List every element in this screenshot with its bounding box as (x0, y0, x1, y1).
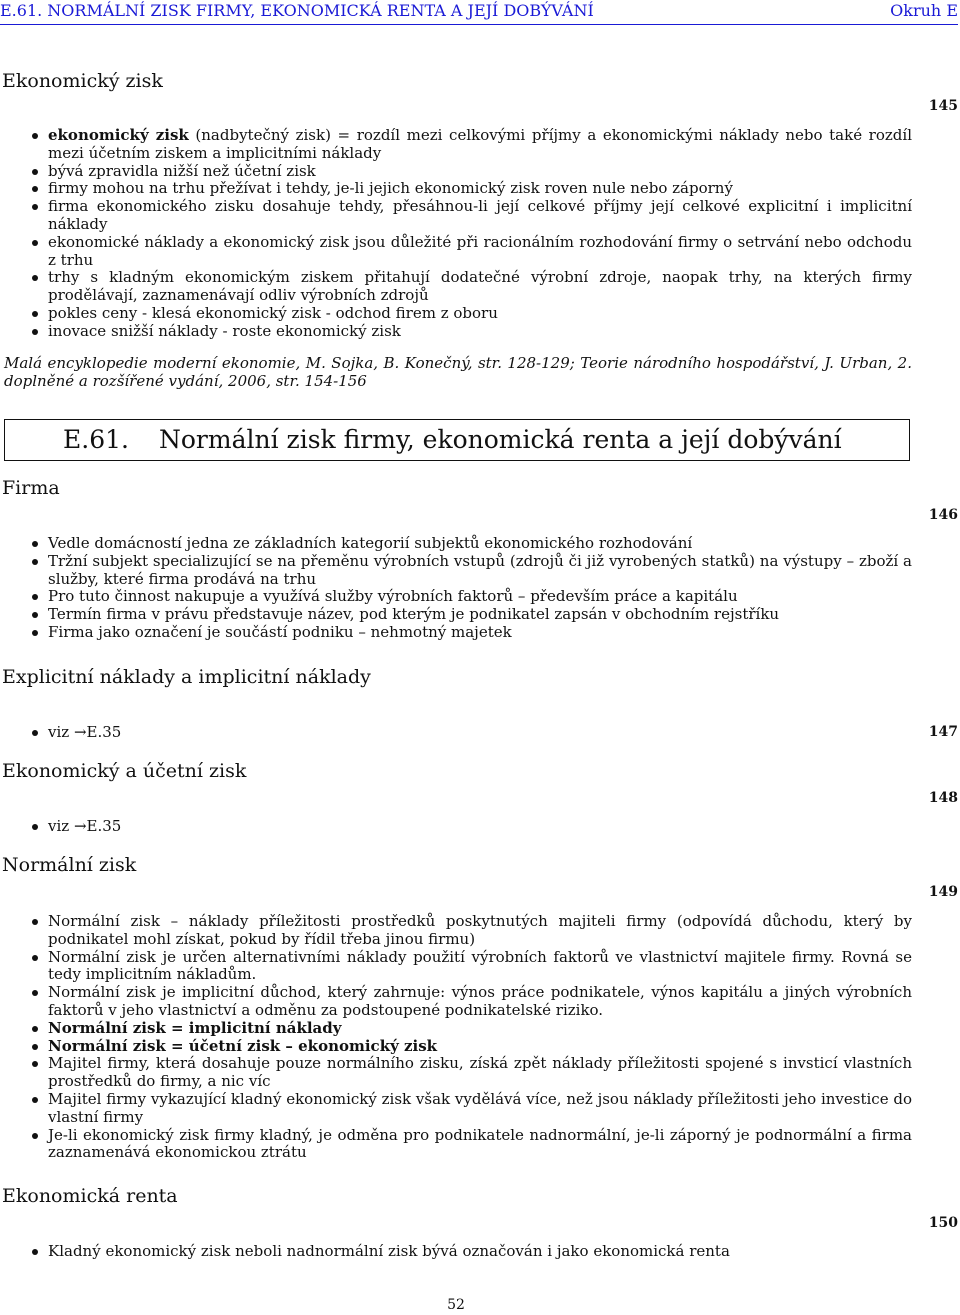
list-item (30, 198, 912, 234)
item-text: Majitel firmy vykazující kladný ekonomický zisk však vydělává více, než jsou náklady příležitosti jeho investice do vlastní firmy (48, 1089, 912, 1126)
section-title-explicitni-naklady: Explicitní náklady a implicitní náklady (2, 666, 371, 688)
item-text: bývá zpravidla nižší než účetní zisk (48, 161, 316, 180)
item-text: Normální zisk je implicitní důchod, který zahrnuje: výnos práce podnikatele, výnos kapitálu a jiných výrobních faktorů v jeho vlastnictví a odměnu za podstoupené podnikatelské riziko. (48, 983, 912, 1019)
list-item (30, 1091, 912, 1127)
chapter-heading-box (4, 419, 910, 461)
list-item (30, 234, 912, 270)
margin-number-150: 150 (928, 1215, 958, 1231)
list-item (30, 1038, 912, 1056)
list-item (30, 127, 912, 163)
list-item (30, 180, 912, 198)
bullet-list-ucetni (30, 818, 912, 836)
list-item (30, 535, 912, 553)
running-head-rule (0, 24, 958, 25)
list-item (30, 323, 912, 341)
item-text: (nadbytečný zisk) = rozdíl mezi celkovými příjmy a ekonomickými náklady nebo také rozdíl mezi účetním ziskem a implicitními náklady (48, 126, 912, 162)
margin-number-148: 148 (928, 790, 958, 806)
running-head-title: E.61. NORMÁLNÍ ZISK FIRMY, EKONOMICKÁ RENTA A JEJÍ DOBÝVÁNÍ (0, 1, 594, 20)
list-item (30, 724, 912, 742)
running-head (0, 2, 958, 24)
list-item (30, 624, 912, 642)
list-item (30, 553, 912, 589)
item-text: Kladný ekonomický zisk neboli nadnormální zisk bývá označován i jako ekonomická renta (48, 1242, 730, 1260)
bold-term: ekonomický zisk (48, 126, 189, 144)
bullet-list-ekonomicky-zisk (30, 127, 912, 341)
bibliographic-reference: Malá encyklopedie moderní ekonomie, M. Sojka, B. Konečný, str. 128-129; Teorie národního hospodářství, J. Urban, 2. doplněné a rozšířené vydání, 2006, str. 154-156 (4, 354, 912, 390)
list-item (30, 1020, 912, 1038)
item-text: firmy mohou na trhu přežívat i tehdy, je-li jejich ekonomický zisk roven nule nebo záporný (48, 179, 733, 198)
margin-number-149: 149 (928, 884, 958, 900)
bullet-list-explicitni (30, 724, 912, 742)
list-item (30, 1055, 912, 1091)
list-item (30, 588, 912, 606)
list-item (30, 984, 912, 1020)
item-text: Tržní subjekt specializující se na přeměnu výrobních vstupů (zdrojů či již vyrobených statků) na výstupy – zboží a služby, které firma prodává na trhu (48, 551, 912, 588)
item-text: Normální zisk je určen alternativními náklady použití výrobních faktorů ve vlastnictví majitele firmy. Rovná se tedy implicitním nákladům. (48, 947, 912, 984)
margin-number-146: 146 (928, 507, 958, 523)
list-item (30, 305, 912, 323)
page-number: 52 (447, 1297, 465, 1313)
item-text: inovace snižší náklady - roste ekonomický zisk (48, 321, 401, 340)
running-head-section: Okruh E (890, 1, 958, 20)
section-title-ucetni-zisk: Ekonomický a účetní zisk (2, 760, 247, 782)
list-item (30, 949, 912, 985)
list-item (30, 1127, 912, 1163)
item-text: Je-li ekonomický zisk firmy kladný, je odměna pro podnikatele nadnormální, je-li záporný je podnormální a firma zaznamenává ekonomickou ztrátu (48, 1125, 912, 1162)
item-text: Pro tuto činnost nakupuje a využívá služby výrobních faktorů – především práce a kapitálu (48, 587, 738, 606)
margin-number-145: 145 (928, 98, 958, 114)
item-text: viz →E.35 (48, 817, 122, 835)
bullet-list-normalni-zisk (30, 913, 912, 1162)
item-text: viz →E.35 (48, 723, 122, 741)
list-item (30, 1243, 912, 1261)
item-text: Normální zisk – náklady příležitosti prostředků poskytnutých majiteli firmy (odpovídá důchodu, který by podnikatel mohl získat, pokud by řídil třeba jinou firmu) (48, 912, 912, 948)
item-text: ekonomické náklady a ekonomický zisk jsou důležité při racionálním rozhodování firmy o setrvání nebo odchodu z trhu (48, 232, 912, 269)
item-text: Firma jako označení je součástí podniku – nehmotný majetek (48, 622, 512, 641)
bold-term: Normální zisk = implicitní náklady (48, 1018, 342, 1037)
item-text: pokles ceny - klesá ekonomický zisk - odchod firem z oboru (48, 303, 498, 322)
section-title-firma: Firma (2, 477, 60, 499)
item-text: Termín firma v právu představuje název, pod kterým je podnikatel zapsán v obchodním rejstříku (48, 605, 780, 624)
bullet-list-ekonomicka-renta (30, 1243, 912, 1261)
item-text: Vedle domácností jedna ze základních kategorií subjektů ekonomického rozhodování (48, 534, 693, 552)
item-text: Majitel firmy, která dosahuje pouze normálního zisku, získá zpět náklady příležitosti spojené s invsticí vlastních prostředků do firmy, a nic víc (48, 1054, 912, 1091)
list-item (30, 269, 912, 305)
section-title-ekonomicka-renta: Ekonomická renta (2, 1185, 178, 1207)
section-title-ekonomicky-zisk: Ekonomický zisk (2, 70, 163, 92)
item-text: trhy s kladným ekonomickým ziskem přitahují dodatečné výrobní zdroje, naopak trhy, na kterých firmy prodělávají, zaznamenávají odliv výrobních zdrojů (48, 268, 912, 305)
chapter-number: E.61. (63, 425, 129, 454)
list-item (30, 163, 912, 181)
bullet-list-firma (30, 535, 912, 642)
chapter-title: Normální zisk firmy, ekonomická renta a její dobývání (159, 425, 842, 454)
list-item (30, 913, 912, 949)
margin-number-147: 147 (928, 724, 958, 740)
list-item (30, 818, 912, 836)
section-title-normalni-zisk: Normální zisk (2, 854, 137, 876)
bold-term: Normální zisk = účetní zisk – ekonomický zisk (48, 1036, 438, 1055)
item-text: firma ekonomického zisku dosahuje tehdy, přesáhnou-li její celkové příjmy její celkové explicitní i implicitní náklady (48, 197, 912, 233)
list-item (30, 606, 912, 624)
